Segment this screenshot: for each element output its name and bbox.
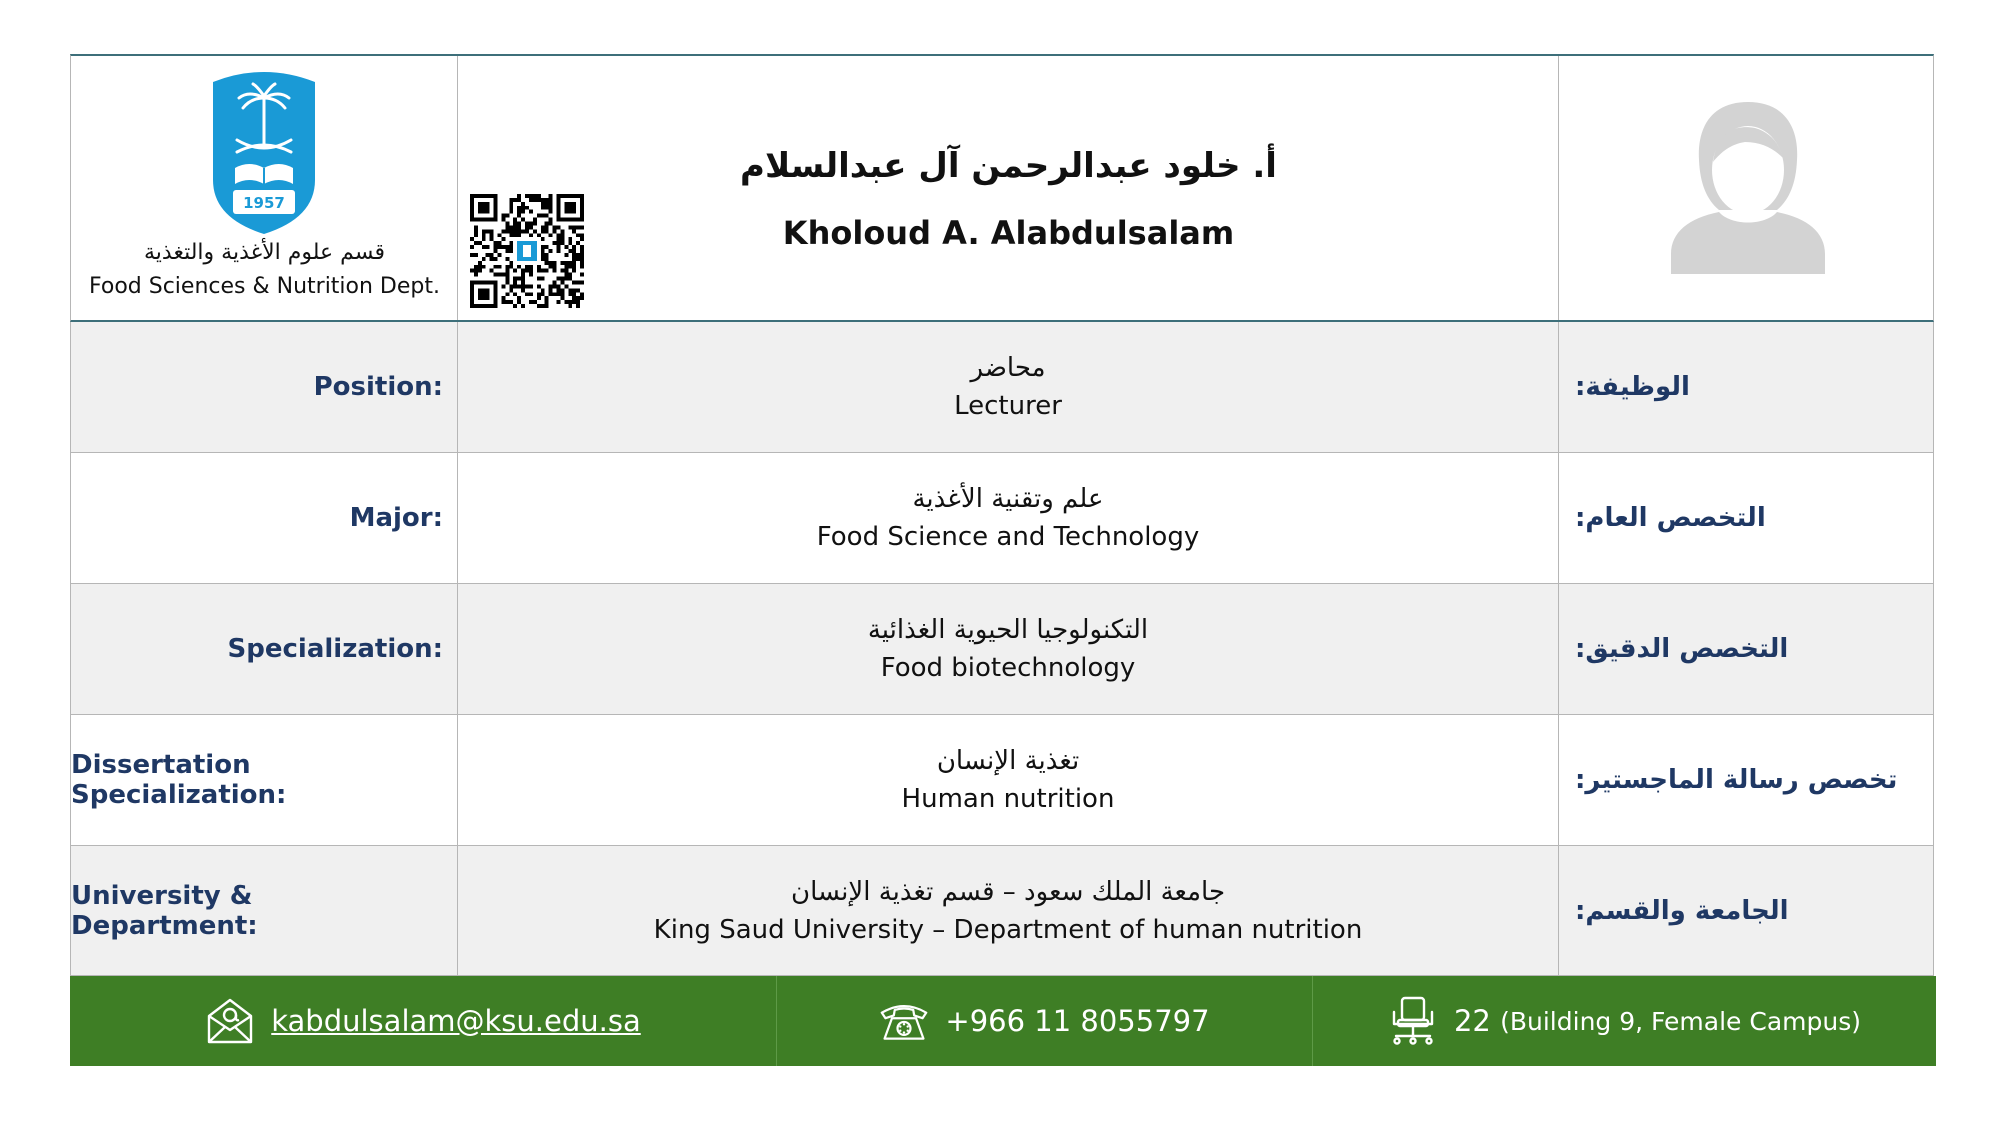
photo-cell — [1559, 56, 1933, 320]
contact-footer — [70, 976, 1936, 1066]
office-location: (Building 9, Female Campus) — [1500, 1006, 1861, 1036]
label-ar: التخصص العام: — [1575, 503, 1766, 533]
label-en: University & Department: — [71, 846, 458, 975]
row-major — [70, 453, 1934, 584]
value-cell — [458, 322, 1559, 452]
footer-office — [1313, 976, 1936, 1066]
footer-email — [70, 976, 777, 1066]
label-ar: الوظيفة: — [1575, 372, 1690, 402]
name-cell — [458, 56, 1559, 320]
value-ar: جامعة الملك سعود – قسم تغذية الإنسان — [790, 876, 1226, 907]
label-en: Position: — [71, 322, 458, 452]
label-ar: الجامعة والقسم: — [1575, 895, 1789, 926]
value-cell — [458, 846, 1559, 975]
office-number: 22 — [1453, 1004, 1491, 1038]
value-ar: تغذية الإنسان — [936, 746, 1080, 776]
female-avatar-icon — [1671, 98, 1825, 274]
profile-header — [70, 54, 1934, 322]
name-arabic: أ. خلود عبدالرحمن آل عبدالسلام — [740, 146, 1277, 186]
value-cell — [458, 715, 1559, 845]
label-en: Dissertation Specialization: — [71, 715, 458, 845]
department-name-ar: قسم علوم الأغذية والتغذية — [144, 240, 385, 265]
telephone-icon — [879, 996, 929, 1046]
email-link[interactable]: kabdulsalam@ksu.edu.sa — [271, 1004, 641, 1038]
row-dissertation-specialization — [70, 715, 1934, 846]
logo-cell — [71, 56, 458, 320]
value-ar: علم وتقنية الأغذية — [912, 484, 1104, 514]
phone-number[interactable]: +966 11 8055797 — [945, 1004, 1210, 1038]
value-en: Food Science and Technology — [816, 522, 1200, 552]
logo-year: 1957 — [243, 194, 285, 212]
row-specialization — [70, 584, 1934, 715]
label-en: Major: — [71, 453, 458, 583]
value-ar: محاضر — [970, 353, 1046, 383]
value-en: Lecturer — [954, 391, 1062, 421]
footer-phone — [777, 976, 1313, 1066]
value-cell — [458, 584, 1559, 714]
row-position — [70, 322, 1934, 453]
row-university-department — [70, 846, 1934, 976]
value-ar: التكنولوجيا الحيوية الغذائية — [867, 615, 1149, 645]
email-icon — [205, 996, 255, 1046]
label-ar: تخصص رسالة الماجستير: — [1575, 765, 1898, 795]
name-english: Kholoud A. Alabdulsalam — [782, 214, 1235, 252]
value-en: King Saud University – Department of human nutrition — [653, 914, 1363, 945]
value-cell — [458, 453, 1559, 583]
profile-card — [70, 54, 1934, 1066]
label-ar: التخصص الدقيق: — [1575, 634, 1789, 664]
value-en: Human nutrition — [901, 784, 1115, 814]
ksu-logo-icon — [209, 68, 319, 236]
office-chair-icon — [1388, 996, 1438, 1046]
label-en: Specialization: — [71, 584, 458, 714]
value-en: Food biotechnology — [880, 653, 1136, 683]
department-name-en: Food Sciences & Nutrition Dept. — [88, 274, 440, 299]
